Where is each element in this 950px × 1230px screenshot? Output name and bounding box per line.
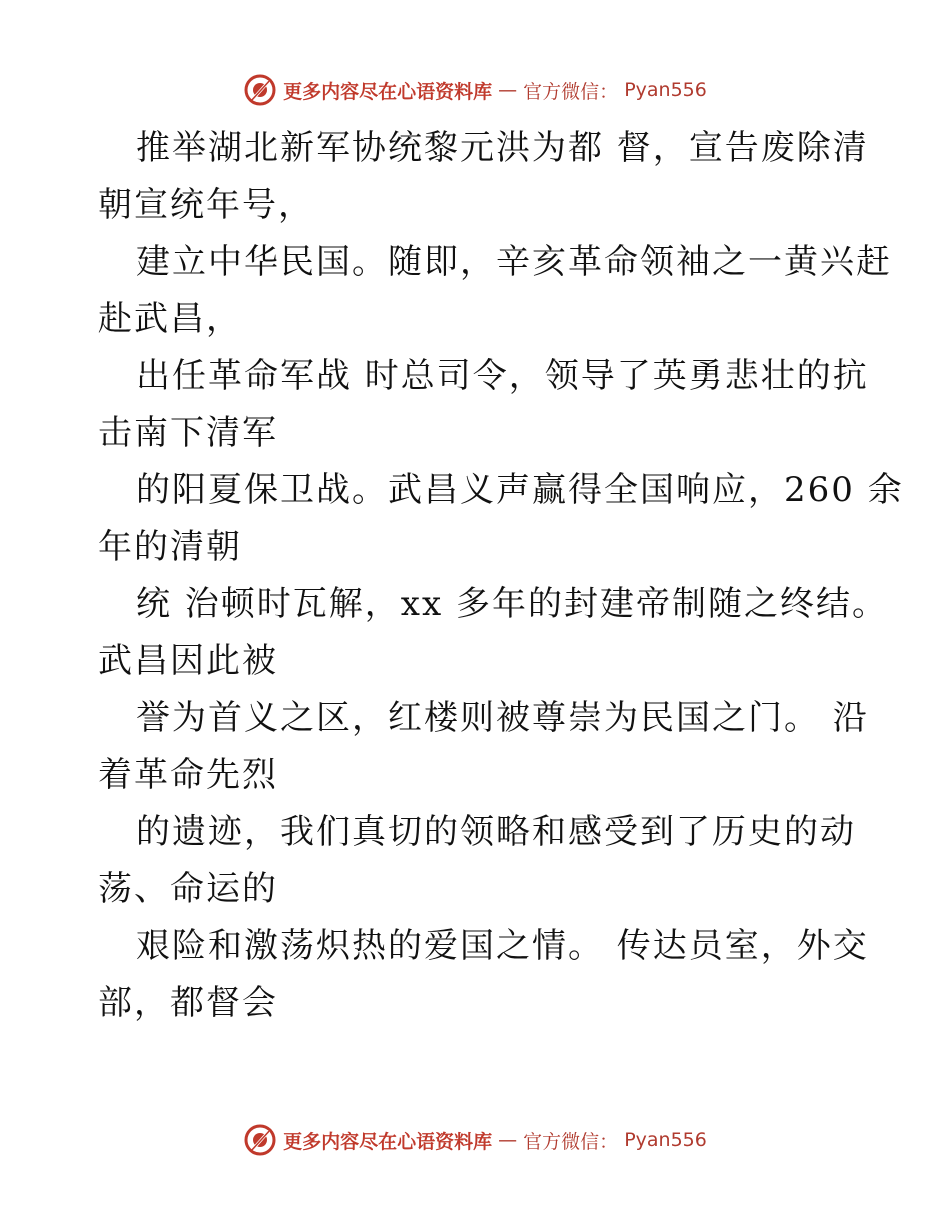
document-body (98, 120, 904, 1032)
text-line: 出任革命军战 时总司令，领导了英勇悲壮的抗 (136, 356, 869, 396)
text-line: 艰险和激荡炽热的爱国之情。 传达员室，外交 (136, 926, 869, 966)
text-line: 部，都督会 (98, 983, 278, 1023)
text-line: 赴武昌， (98, 299, 242, 339)
paragraph (98, 120, 869, 234)
logo-icon (243, 1123, 277, 1157)
banner-title: 更多内容尽在心语资料库 (283, 80, 493, 103)
banner-title: 更多内容尽在心语资料库 (283, 1130, 493, 1153)
text-line: 誉为首义之区，红楼则被尊崇为民国之门。 沿 (136, 698, 869, 738)
paragraph (98, 804, 858, 918)
banner-separator: — (498, 79, 518, 101)
logo-icon (243, 73, 277, 107)
paragraph (98, 918, 869, 1032)
paragraph (98, 576, 888, 690)
text-line: 推举湖北新军协统黎元洪为都 督，宣告废除清 (136, 128, 869, 168)
text-line: 朝宣统年号， (98, 185, 314, 225)
banner-wechat-label: 官方微信： (523, 1130, 619, 1153)
text-line: 着革命先烈 (98, 755, 278, 795)
text-line: 击南下清军 (98, 413, 278, 453)
banner-wechat-id: Pyan556 (624, 1129, 707, 1151)
paragraph (98, 234, 892, 348)
banner-separator: — (498, 1129, 518, 1151)
banner-wechat-label: 官方微信： (523, 80, 619, 103)
text-line: 年的清朝 (98, 527, 242, 567)
footer-banner (0, 1120, 950, 1160)
header-banner (0, 70, 950, 110)
text-line: 的遗迹，我们真切的领略和感受到了历史的动 (136, 812, 856, 852)
text-line: 建立中华民国。随即，辛亥革命领袖之一黄兴赶 (136, 242, 892, 282)
text-line: 统 治顿时瓦解，xx 多年的封建帝制随之终结。 (136, 584, 888, 624)
paragraph (98, 348, 869, 462)
paragraph (98, 690, 869, 804)
text-line: 荡、命运的 (98, 869, 278, 909)
paragraph (98, 462, 904, 576)
banner-wechat-id: Pyan556 (624, 79, 707, 101)
text-line: 武昌因此被 (98, 641, 278, 681)
text-line: 的阳夏保卫战。武昌义声赢得全国响应，260 余 (136, 470, 904, 510)
